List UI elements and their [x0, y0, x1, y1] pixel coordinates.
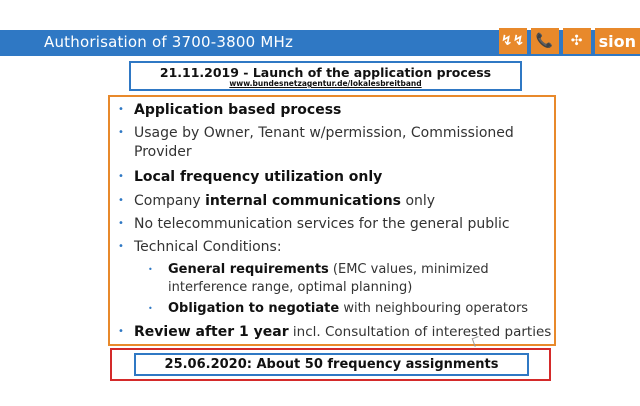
- antenna-icon: ↯↯: [499, 28, 527, 54]
- sub-bullet-icon: •: [148, 304, 153, 313]
- bullet-icon: •: [118, 171, 124, 182]
- bullet-icon: •: [118, 218, 124, 229]
- list-item: Review after 1 year incl. Consultation of interested parties: [134, 324, 552, 340]
- launch-url-link[interactable]: www.bundesnetzagentur.de/lokalesbreitband: [229, 79, 422, 88]
- result-text: 25.06.2020: About 50 frequency assignments: [134, 353, 529, 376]
- phone-icon: 📞: [531, 28, 559, 54]
- bullet-icon: •: [118, 127, 124, 138]
- sub-list-item: General requirements (EMC values, minimized interference range, optimal planning): [168, 262, 489, 295]
- list-item: Application based process: [134, 102, 342, 118]
- bullet-icon: •: [118, 195, 124, 206]
- launch-title: 21.11.2019 - Launch of the application process: [159, 65, 492, 80]
- list-item: Company internal communications only: [134, 193, 436, 209]
- launch-announcement: [129, 61, 522, 91]
- brand-logo-text: sion: [595, 28, 640, 54]
- result-box: [110, 348, 551, 381]
- content-box: [108, 95, 556, 346]
- sub-bullet-icon: •: [148, 265, 153, 274]
- list-item: Technical Conditions:: [134, 239, 282, 255]
- bullet-icon: •: [118, 241, 124, 252]
- bullet-icon: •: [118, 104, 124, 115]
- sub-list-item: Obligation to negotiate with neighbouring operators: [168, 301, 529, 316]
- logo-group: [499, 26, 640, 56]
- bullet-icon: •: [118, 326, 124, 337]
- network-icon: ✣: [563, 28, 591, 54]
- list-item: Usage by Owner, Tenant w/permission, Commissioned Provider: [134, 125, 514, 160]
- list-item: Local frequency utilization only: [134, 169, 383, 185]
- list-item: No telecommunication services for the general public: [134, 216, 510, 232]
- slide-title: Authorisation of 3700-3800 MHz: [44, 33, 294, 51]
